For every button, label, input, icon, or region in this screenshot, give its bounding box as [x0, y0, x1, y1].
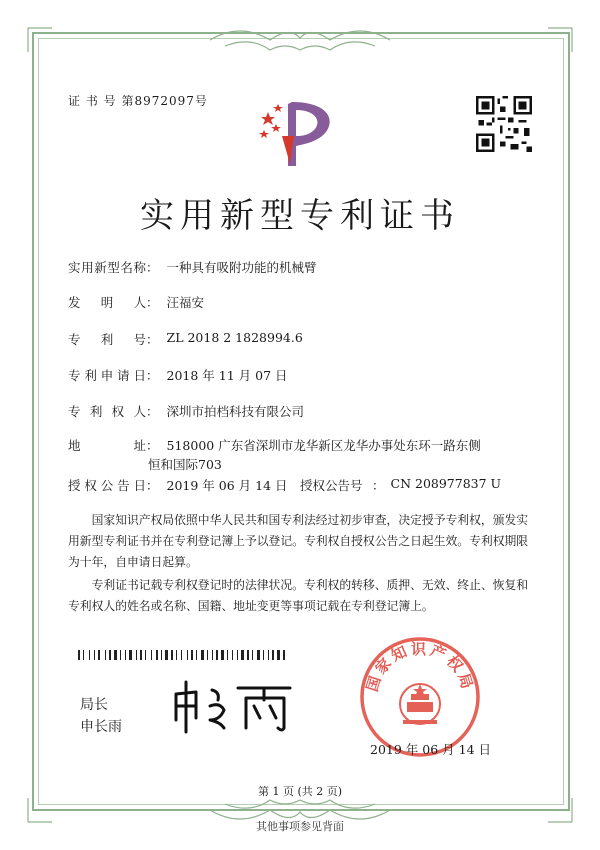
- field-address: 地 址 ： 518000 广东省深圳市龙华新区龙华办事处东环一路东侧: [68, 438, 481, 453]
- field-patentee: 专 利 权 人 ： 深圳市拍档科技有限公司: [68, 404, 305, 419]
- director-signature: [168, 676, 308, 736]
- field-label: 授权公告号: [300, 478, 363, 493]
- field-grant-publication-number: 授权公告号 ： CN 208977837 U: [300, 476, 502, 493]
- field-value: 2018 年 11 月 07 日: [166, 368, 288, 383]
- seal-text: 国家知识产权局: [362, 640, 478, 694]
- field-value: 518000 广东省深圳市龙华新区龙华办事处东环一路东侧: [166, 438, 481, 453]
- grant-statement: 国家知识产权局依照中华人民共和国专利法经过初步审查，决定授予专利权，颁发实用新型专利证书并在专利登记簿上予以登记。专利权自授权公告之日起生效。专利权期限为十年，自申请日起算。: [68, 513, 529, 569]
- field-label: 地 址: [68, 438, 146, 453]
- address-line-2: 恒和国际703: [148, 457, 222, 472]
- document-title: 实用新型专利证书: [140, 196, 460, 236]
- footer-note: 其他事项参见背面: [256, 820, 344, 833]
- seal-date: 2019 年 06 月 14 日: [370, 742, 491, 757]
- qr-code: [476, 96, 532, 152]
- field-label: 实用新型名称: [68, 260, 146, 275]
- page-number: 第 1 页 (共 2 页): [257, 785, 343, 798]
- field-patent-number: 专 利 号 ： ZL 2018 2 1828994.6: [68, 330, 303, 347]
- director-name: 申长雨: [80, 719, 122, 735]
- legal-status-statement: 专利证书记载专利权登记时的法律状况。专利权的转移、质押、无效、终止、恢复和专利权人的姓名或名称、国籍、地址变更等事项记载在专利登记簿上。: [68, 578, 529, 613]
- field-value: 汪福安: [166, 295, 205, 310]
- field-label: 专 利 号: [68, 332, 146, 347]
- field-label: 发 明 人: [68, 295, 146, 310]
- field-inventor: 发 明 人 ： 汪福安: [68, 295, 205, 310]
- barcode: [78, 650, 322, 660]
- director-title: 局长: [80, 697, 108, 713]
- field-label: 专 利 权 人: [68, 404, 146, 419]
- field-utility-model-name: 实用新型名称 ： 一种具有吸附功能的机械臂: [68, 260, 317, 275]
- field-label: 专利申请日: [68, 368, 146, 383]
- field-value: 深圳市拍档科技有限公司: [166, 404, 305, 419]
- certificate-number: 证 书 号 第8972097号: [68, 94, 208, 108]
- field-value: CN 208977837 U: [390, 476, 502, 491]
- field-value: 2019 年 06 月 14 日: [166, 478, 288, 493]
- field-application-date: 专利申请日 ： 2018 年 11 月 07 日: [68, 368, 288, 383]
- field-value: 一种具有吸附功能的机械臂: [166, 260, 317, 275]
- field-label: 授权公告日: [68, 478, 146, 493]
- field-value: ZL 2018 2 1828994.6: [166, 330, 303, 345]
- field-grant-date: 授权公告日 ： 2019 年 06 月 14 日: [68, 478, 288, 493]
- patent-office-logo: [256, 96, 346, 168]
